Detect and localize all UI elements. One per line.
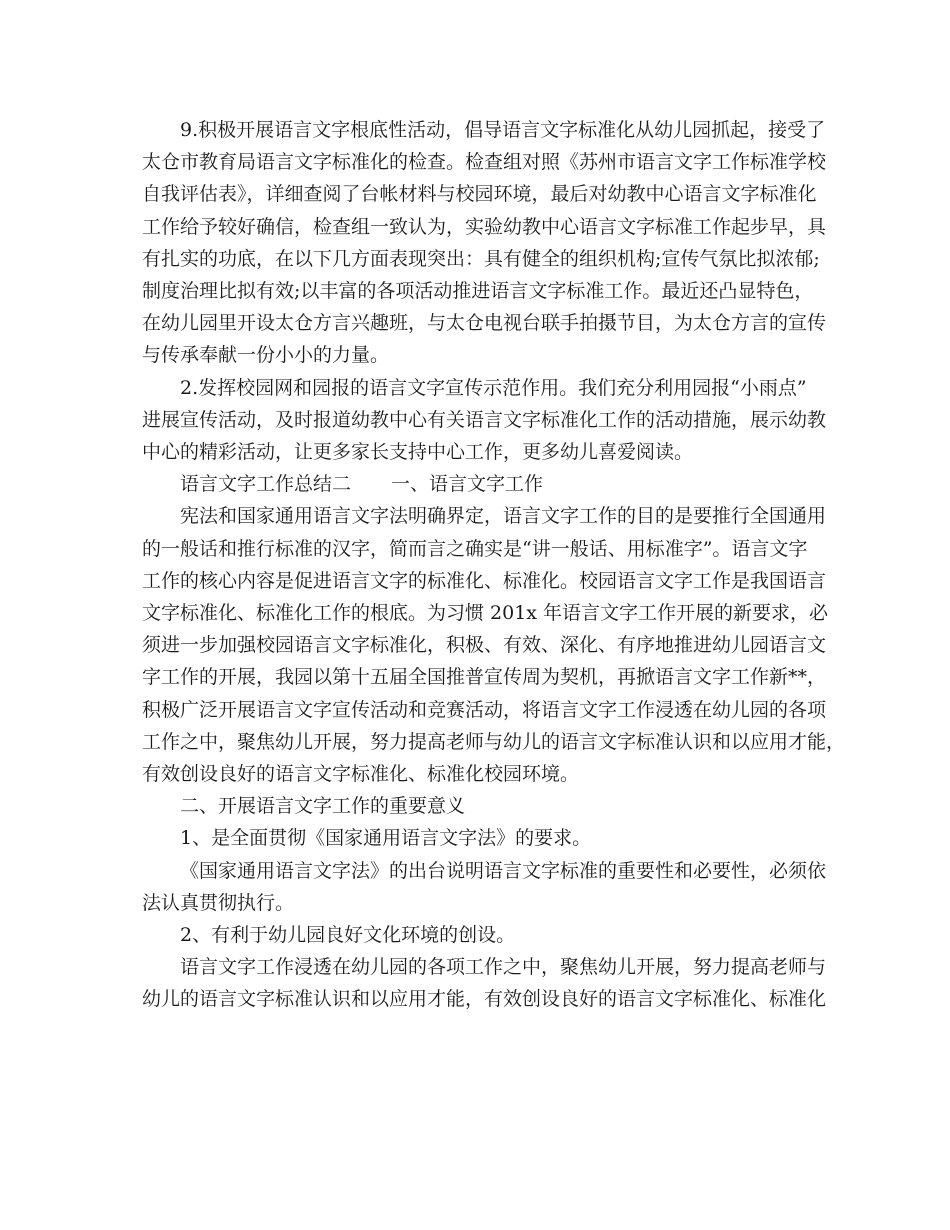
text-line: 中心的精彩活动，让更多家长支持中心工作，更多幼儿喜爱阅读。 [142,441,694,464]
text-line: 进展宣传活动，及时报道幼教中心有关语言文字标准化工作的活动措施，展示幼教 [142,408,827,431]
section-heading: 一、语言文字工作 [391,473,544,496]
subheading-law-requirement [142,822,832,854]
text-line: 与传承奉献一份小小的力量。 [142,344,390,367]
text-line: 9.积极开展语言文字根底性活动，倡导语言文字标准化从幼儿园抓起，接受了 [180,119,826,141]
subheading-cultural-environment [142,919,832,951]
text-line: 工作的核心内容是促进语言文字的标准化、标准化。校园语言文字工作是我国语言 [142,569,827,592]
text-line: 在幼儿园里开设太仓方言兴趣班，与太仓电视台联手拍摄节目，为太仓方言的宣传 [142,312,827,335]
text-line: 制度治理比拟有效;以丰富的各项活动推进语言文字标准工作。最近还凸显特色， [142,280,814,303]
text-line: 的一般话和推行标准的汉字，简而言之确实是“讲一般话、用标准字”。语言文字 [142,537,808,560]
summary-title: 语言文字工作总结二 [180,473,352,496]
paragraph-law-significance [142,855,832,919]
document-body [142,114,846,1016]
text-line: 工作给予较好确信，检查组一致认为，实验幼教中心语言文字标准工作起步早，具 [142,215,827,238]
paragraph-standardization-activities [142,114,832,372]
paragraph-language-law [142,500,846,790]
text-line: 积极广泛开展语言文字宣传活动和竞赛活动，将语言文字工作浸透在幼儿园的各项 [142,698,827,721]
text-line: 2.发挥校园网和园报的语言文字宣传示范作用。我们充分利用园报“小雨点” [180,376,807,399]
text-line: 法认真贯彻执行。 [142,891,295,914]
section-heading-row [142,468,832,500]
text-line: 太仓市教育局语言文字标准化的检查。检查组对照《苏州市语言文字工作标准学校 [142,151,827,174]
text-line: 须进一步加强校园语言文字标准化，积极、有效、深化、有序地推进幼儿园语言文 [142,634,827,657]
text-line: 《国家通用语言文字法》的出台说明语言文字标准的重要性和必要性，必须依 [180,859,827,882]
text-line: 工作之中，聚焦幼儿开展，努力提高老师与幼儿的语言文字标准认识和以应用才能， [142,730,846,753]
text-line: 二、开展语言文字工作的重要意义 [180,795,466,818]
text-line: 语言文字工作浸透在幼儿园的各项工作之中，聚焦幼儿开展，努力提高老师与 [180,956,827,979]
text-line: 文字标准化、标准化工作的根底。为习惯 201x 年语言文字工作开展的新要求，必 [142,602,829,625]
paragraph-cultural-environment [142,951,832,1015]
section-heading-importance [142,790,832,822]
text-line: 字工作的开展，我园以第十五届全国推普宣传周为契机，再掀语言文字工作新**， [142,666,827,689]
text-line: 宪法和国家通用语言文字法明确界定，语言文字工作的目的是要推行全国通用 [180,505,827,528]
text-line: 有扎实的功底，在以下几方面表现突出：具有健全的组织机构;宣传气氛比拟浓郁; [142,247,820,270]
text-line: 有效创设良好的语言文字标准化、标准化校园环境。 [142,763,580,786]
text-line: 2、有利于幼儿园良好文化环境的创设。 [180,924,516,947]
text-line: 1、是全面贯彻《国家通用语言文字法》的要求。 [180,827,592,850]
paragraph-campus-publicity [142,372,832,469]
text-line: 幼儿的语言文字标准认识和以应用才能，有效创设良好的语言文字标准化、标准化 [142,988,827,1011]
text-line: 自我评估表》，详细查阅了台帐材料与校园环境，最后对幼教中心语言文字标准化 [142,183,817,206]
